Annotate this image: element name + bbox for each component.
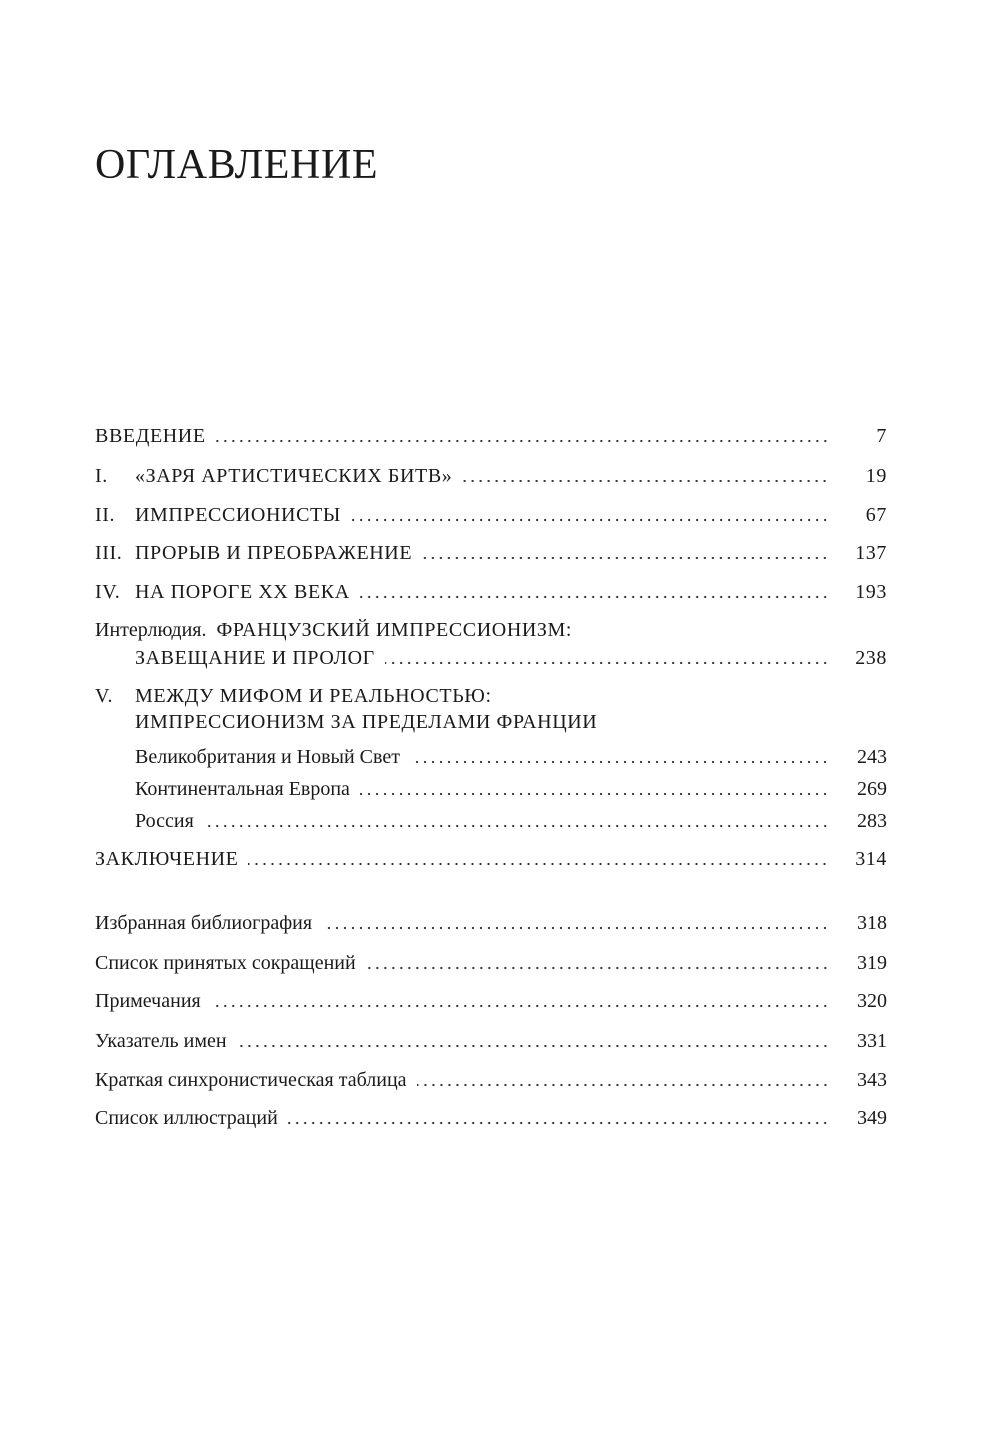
toc-subentry[interactable] bbox=[135, 745, 887, 769]
toc-appendix[interactable] bbox=[95, 911, 887, 935]
entry-label: ПРОРЫВ И ПРЕОБРАЖЕНИЕ bbox=[135, 542, 413, 564]
interlude-title-line2: ЗАВЕЩАНИЕ И ПРОЛОГ bbox=[135, 647, 375, 669]
dot-leader bbox=[360, 595, 829, 599]
dot-leader bbox=[322, 926, 829, 930]
dot-leader bbox=[204, 824, 829, 828]
page-number: 19 bbox=[865, 465, 887, 487]
dot-leader bbox=[422, 556, 829, 560]
interlude-prefix: Интерлюдия. bbox=[95, 619, 207, 641]
toc-appendix[interactable] bbox=[95, 989, 887, 1013]
entry-label: Континентальная Европа bbox=[135, 778, 350, 800]
chapter-number: III. bbox=[95, 542, 123, 564]
toc-entry[interactable] bbox=[95, 503, 887, 527]
toc-subentry[interactable] bbox=[135, 809, 887, 833]
dot-leader bbox=[462, 479, 829, 483]
page-number: 319 bbox=[857, 952, 887, 974]
page-number: 269 bbox=[857, 778, 887, 800]
entry-label: Россия bbox=[135, 810, 194, 832]
page-number: 349 bbox=[857, 1107, 887, 1129]
dot-leader bbox=[288, 1121, 829, 1125]
chapter-number: I. bbox=[95, 465, 108, 487]
dot-leader bbox=[248, 862, 829, 866]
entry-label: ЗАКЛЮЧЕНИЕ bbox=[95, 848, 239, 870]
toc-entry[interactable] bbox=[95, 464, 887, 488]
dot-leader bbox=[211, 1004, 829, 1008]
entry-label: ВВЕДЕНИЕ bbox=[95, 425, 206, 447]
entry-label: «ЗАРЯ АРТИСТИЧЕСКИХ БИТВ» bbox=[135, 465, 453, 487]
page-number: 7 bbox=[876, 425, 887, 447]
entry-label: Великобритания и Новый Свет bbox=[135, 746, 400, 768]
dot-leader bbox=[237, 1044, 829, 1048]
dot-leader bbox=[417, 1083, 829, 1087]
page-number: 67 bbox=[865, 504, 887, 526]
entry-label: Краткая синхронистическая таблица bbox=[95, 1069, 407, 1091]
toc-subentry[interactable] bbox=[135, 777, 887, 801]
toc-appendix[interactable] bbox=[95, 1068, 887, 1092]
page-number: 314 bbox=[855, 848, 887, 870]
entry-label: Избранная библиография bbox=[95, 912, 313, 934]
page-number: 331 bbox=[857, 1030, 887, 1052]
chapter5-heading[interactable] bbox=[95, 684, 492, 708]
chapter-number: V. bbox=[95, 685, 114, 707]
dot-leader bbox=[351, 518, 829, 522]
chapter5-title-line1: МЕЖДУ МИФОМ И РЕАЛЬНОСТЬЮ: bbox=[135, 685, 492, 707]
page-title: ОГЛАВЛЕНИЕ bbox=[95, 142, 379, 188]
chapter-number: IV. bbox=[95, 581, 121, 603]
page-number: 318 bbox=[857, 912, 887, 934]
page-number: 137 bbox=[855, 542, 887, 564]
dot-leader bbox=[366, 966, 829, 970]
page-number: 283 bbox=[857, 810, 887, 832]
toc-appendix[interactable] bbox=[95, 951, 887, 975]
entry-label: Список принятых сокращений bbox=[95, 952, 356, 974]
entry-label: НА ПОРОГЕ XX ВЕКА bbox=[135, 581, 350, 603]
entry-label: ИМПРЕССИОНИСТЫ bbox=[135, 504, 341, 526]
page-number: 343 bbox=[857, 1069, 887, 1091]
toc-entry[interactable] bbox=[135, 646, 887, 670]
page-number: 238 bbox=[855, 647, 887, 669]
toc-entry[interactable] bbox=[95, 847, 887, 871]
dot-leader bbox=[216, 439, 829, 443]
toc-entry[interactable] bbox=[95, 580, 887, 604]
toc-entry[interactable] bbox=[95, 424, 887, 448]
entry-label: Указатель имен bbox=[95, 1030, 227, 1052]
dot-leader bbox=[385, 661, 829, 665]
interlude-title-line1: ФРАНЦУЗСКИЙ ИМПРЕССИОНИЗМ: bbox=[216, 619, 573, 641]
chapter-number: II. bbox=[95, 504, 116, 526]
toc-entry[interactable] bbox=[95, 541, 887, 565]
interlude-heading[interactable] bbox=[95, 618, 572, 642]
entry-label: Список иллюстраций bbox=[95, 1107, 278, 1129]
chapter5-title-line2: ИМПРЕССИОНИЗМ ЗА ПРЕДЕЛАМИ ФРАНЦИИ bbox=[135, 711, 598, 733]
entry-label: Примечания bbox=[95, 990, 201, 1012]
dot-leader bbox=[410, 760, 829, 764]
page-number: 243 bbox=[857, 746, 887, 768]
toc-appendix[interactable] bbox=[95, 1029, 887, 1053]
toc-appendix[interactable] bbox=[95, 1106, 887, 1130]
dot-leader bbox=[360, 792, 829, 796]
page-number: 193 bbox=[855, 581, 887, 603]
page-number: 320 bbox=[857, 990, 887, 1012]
